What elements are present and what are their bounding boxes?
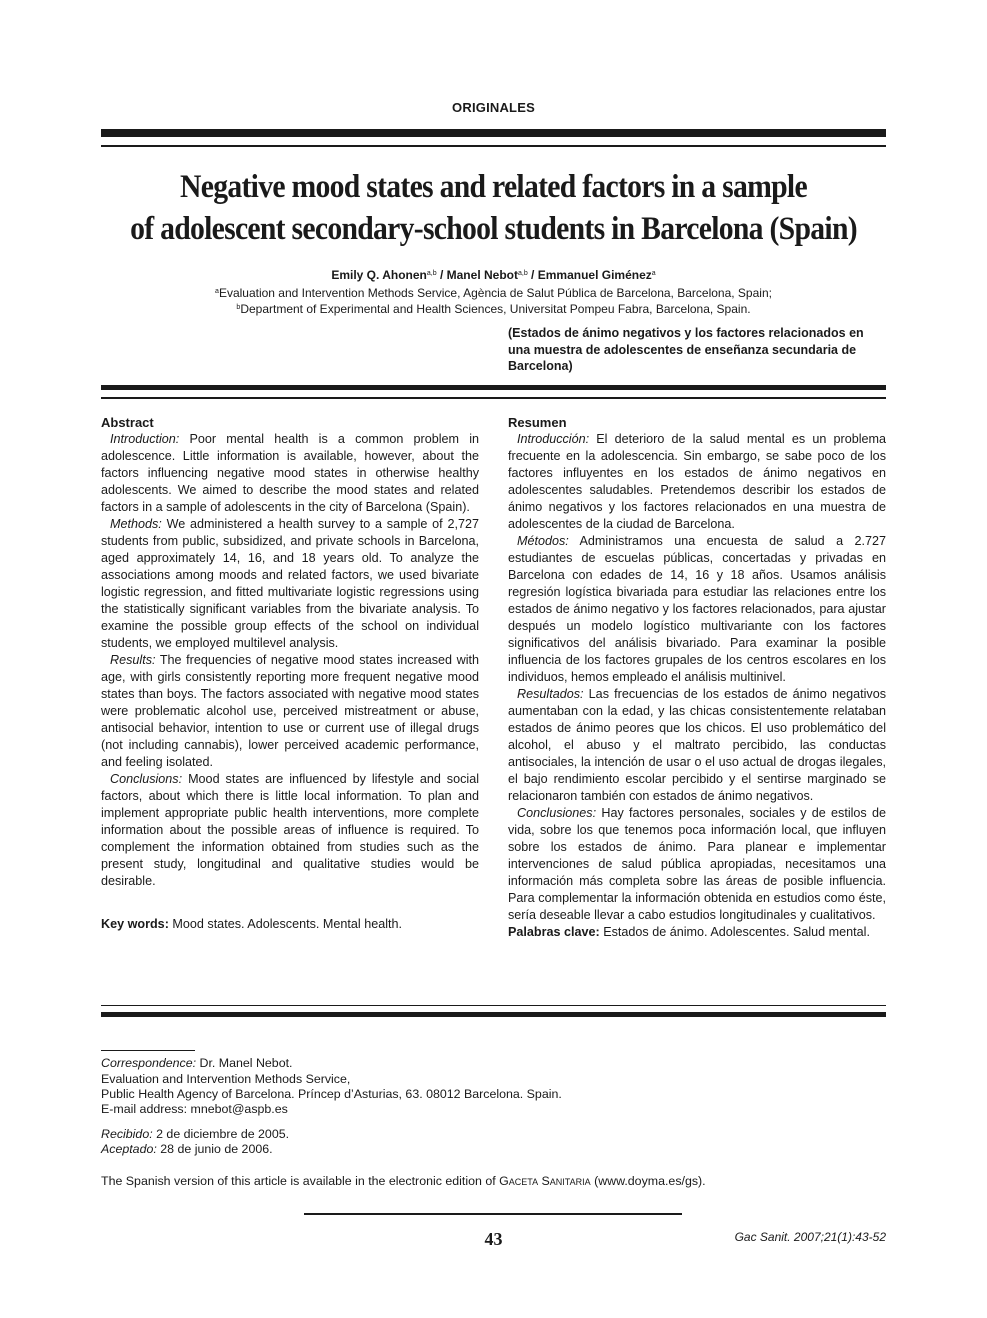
author-separator: /	[527, 268, 538, 282]
keywords-text: Estados de ánimo. Adolescentes. Salud mental.	[599, 925, 870, 939]
abstract-rule-thin	[101, 397, 886, 399]
accepted-date	[101, 1142, 273, 1158]
correspondence-name: Dr. Manel Nebot.	[196, 1056, 293, 1070]
journal-name: Gaceta Sanitaria	[499, 1174, 591, 1188]
resumen-paragraph	[508, 431, 886, 533]
article-title	[121, 166, 865, 250]
spanish-title: (Estados de ánimo negativos y los factores relacionados en una muestra de adolescentes de enseñanza secundaria de Barcelona)	[508, 326, 864, 373]
abstract-paragraph	[101, 652, 479, 771]
page-number: 43	[484, 1229, 503, 1249]
affiliation-mark: a	[215, 288, 219, 295]
section-label: ORIGINALES	[452, 100, 535, 115]
author-name: Emmanuel Giménez	[537, 268, 652, 282]
received-value: 2 de diciembre de 2005.	[152, 1127, 290, 1141]
email-line: E-mail address: mnebot@aspb.es	[101, 1102, 288, 1116]
keywords-label: Key words:	[101, 917, 169, 931]
address-line: Public Health Agency of Barcelona. Príncep d’Asturias, 63. 08012 Barcelona. Spain.	[101, 1087, 562, 1101]
author-affiliation-mark: a	[651, 270, 656, 277]
resumen-heading: Resumen	[508, 415, 567, 430]
paragraph-text: The frequencies of negative mood states increased with age, with girls consistently reporting more frequent negative mood states than boys. The factors associated with negative mood states were problematic alcohol use, perceived mistreatment or abuse, antisocial behavior, intention to use or current use of illegal drugs (not including cannabis), lower perceived academic performance, and feeling isolated.	[101, 653, 479, 769]
paragraph-text: Administramos una encuesta de salud a 2.727 estudiantes de escuelas públicas, concertadas y privadas en Barcelona con edades de 14, 16 y 18 años. Usamos análisis regresión logística bivariada para estudiar las relaciones entre los estados de ánimo negativo y los factores relacionados, para ajustar después un modelo logístico multivariante con los factores significativos del análisis bivariado. Para examinar la posible influencia de los factores grupales de los centros escolares en los individuos, hemos empleado el análisis multinivel.	[508, 534, 886, 684]
author-name: Manel Nebot	[446, 268, 518, 282]
accepted-value: 28 de junio de 2006.	[156, 1142, 273, 1156]
author-affiliation-mark: a,b	[517, 270, 528, 277]
correspondence	[101, 1056, 292, 1072]
header-rule-thick	[101, 129, 886, 137]
affiliation	[0, 302, 987, 316]
paragraph-label: Introducción:	[517, 432, 590, 446]
keywords-label: Palabras clave:	[508, 925, 600, 939]
title-line-1: Negative mood states and related factors in a sample	[180, 169, 807, 205]
paragraph-label: Conclusions:	[110, 772, 183, 786]
affiliation-text: Evaluation and Intervention Methods Service, Agència de Salut Pública de Barcelona, Barcelona, Spain;	[218, 286, 772, 300]
affiliation-text: Department of Experimental and Health Sciences, Universitat Pompeu Fabra, Barcelona, Spain.	[240, 302, 751, 316]
abstract-heading: Abstract	[101, 415, 154, 430]
received-date	[101, 1127, 289, 1143]
paragraph-label: Conclusiones:	[517, 806, 597, 820]
paragraph-label: Introduction:	[110, 432, 180, 446]
resumen-paragraph	[508, 686, 886, 805]
paragraph-label: Methods:	[110, 517, 162, 531]
abstract-rule-thick	[101, 385, 886, 390]
author-name: Emily Q. Ahonen	[331, 268, 427, 282]
paragraph-label: Resultados:	[517, 687, 584, 701]
paragraph-text: We administered a health survey to a sample of 2,727 students from public, subsidized, and private schools in Barcelona, aged approximately 14, 16, and 18 years old. To analyze the associations among moods and related factors, we used bivariate logistic regression, and fitted multivariate logistic regressions using the statistically significant variables from the bivariate analysis. To examine the possible group effects of the school on individual students, we employed multilevel analysis.	[101, 517, 479, 650]
keywords-text: Mood states. Adolescents. Mental health.	[168, 917, 403, 931]
note-url: (www.doyma.es/gs).	[590, 1174, 706, 1188]
paragraph-text: Las frecuencias de los estados de ánimo negativos aumentaban con la edad, y las chicas consistentemente relataban estados de ánimo peores que los chicos. El uso problemático del alcohol, el abuso y el maltrato percibido, las conductas antisociales, la intención de usar o el uso actual de drogas ilegales, el bajo rendimiento escolar percibido y el sentirse marginado se relacionaron también con estados de ánimo negativos.	[508, 687, 886, 803]
resumen-paragraph	[508, 805, 886, 924]
abstract-paragraph	[101, 516, 479, 652]
address-line: Evaluation and Intervention Methods Service,	[101, 1072, 351, 1086]
author-list	[0, 268, 987, 282]
accepted-label: Aceptado:	[101, 1142, 157, 1156]
paragraph-text: Poor mental health is a common problem in adolescence. Little information is available, however, about the factors influencing negative mood states in otherwise healthy adolescents. We aimed to describe the mood states and related factors in a sample of adolescents in the city of Barcelona (Spain).	[101, 432, 479, 514]
affiliation	[0, 286, 987, 300]
note-text: The Spanish version of this article is available in the electronic edition of	[101, 1174, 500, 1188]
affiliation-mark: b	[236, 304, 241, 311]
abstract-paragraph	[101, 771, 479, 890]
author-affiliation-mark: a,b	[426, 270, 437, 277]
header-rule-thin	[101, 145, 886, 147]
paragraph-label: Métodos:	[517, 534, 569, 548]
author-separator: /	[436, 268, 447, 282]
journal-citation: Gac Sanit. 2007;21(1):43-52	[734, 1230, 886, 1244]
paragraph-label: Results:	[110, 653, 156, 667]
body-end-rule-thick	[101, 1012, 886, 1017]
paragraph-text: Hay factores personales, sociales y de estilos de vida, sobre los que tenemos poca información local, que influyen sobre los estados de ánimo. Para planear e implementar intervenciones de salud pública apropiadas, necesitamos una información más completa sobre las áreas de posible influencia. Para complementar la información obtenida en estudios como éste, sería deseable llevar a cabo estudios longitudinales y cualitativos.	[508, 806, 886, 922]
title-line-2: of adolescent secondary-school students in Barcelona (Spain)	[130, 211, 857, 247]
footnote-rule	[101, 1050, 195, 1051]
keywords	[508, 924, 886, 941]
keywords	[101, 916, 479, 933]
abstract-paragraph	[101, 431, 479, 516]
body-end-rule-thin	[101, 1005, 886, 1006]
paragraph-text: Mood states are influenced by lifestyle and social factors, about which there is little local information. To plan and implement appropriate public health interventions, more complete information about the possible areas of influence is required. To complement the information obtained from studies such as the present study, longitudinal and qualitative studies would be desirable.	[101, 772, 479, 888]
spanish-version-note	[101, 1174, 706, 1190]
resumen-paragraph	[508, 533, 886, 686]
paragraph-text: El deterioro de la salud mental es un problema frecuente en la adolescencia. Sin embargo, se sabe poco de los factores influyentes en los estados de ánimo negativos en adolescentes saludables. Pretendemos describir los estados de ánimo negativos y los factores relacionados en una muestra de adolescentes de la ciudad de Barcelona.	[508, 432, 886, 531]
received-label: Recibido:	[101, 1127, 153, 1141]
correspondence-label: Correspondence:	[101, 1056, 197, 1070]
abstract-column	[101, 414, 479, 933]
resumen-column	[508, 414, 886, 941]
footer-rule	[304, 1213, 682, 1215]
